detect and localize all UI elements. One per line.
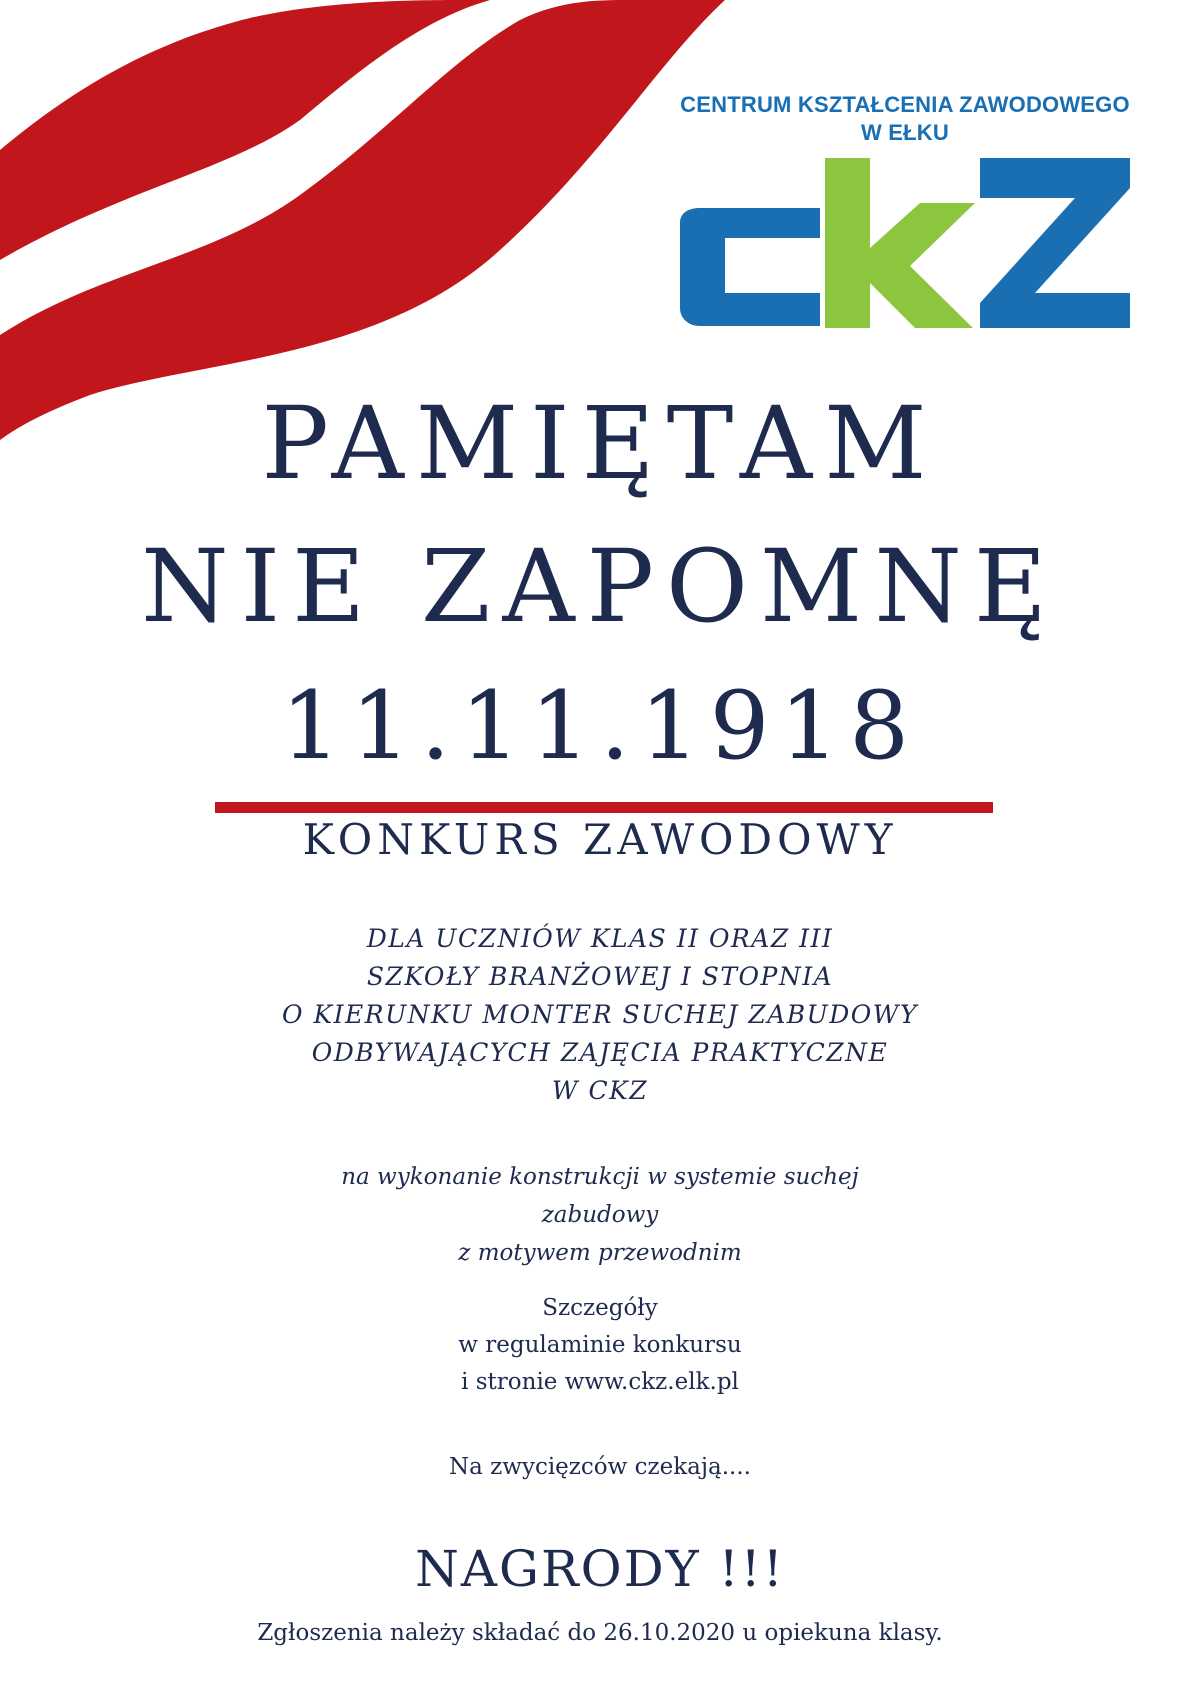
logo-institution-name: CENTRUM KSZTAŁCENIA ZAWODOWEGO	[680, 92, 1130, 117]
details-line: i stronie www.ckz.elk.pl	[461, 1369, 739, 1395]
headline-line-2: NIE ZAPOMNĘ	[141, 528, 1059, 645]
task-line: na wykonanie konstrukcji w systemie suchej	[341, 1164, 859, 1190]
flag-stripes	[0, 0, 730, 450]
task-line: z motywem przewodnim	[458, 1240, 742, 1266]
prize-lead: Na zwycięzców czekają....	[449, 1454, 751, 1480]
details-line: w regulaminie konkursu	[458, 1332, 742, 1358]
details-block	[0, 1290, 1200, 1401]
logo-letter-k	[825, 158, 978, 328]
task-line: zabudowy	[541, 1202, 659, 1228]
audience-line: SZKOŁY BRANŻOWEJ I STOPNIA	[366, 962, 834, 991]
audience-line: W CKZ	[551, 1076, 649, 1105]
details-line: Szczegóły	[542, 1295, 658, 1321]
logo-letter-c	[680, 208, 820, 326]
contest-title: KONKURS ZAWODOWY	[302, 815, 898, 864]
red-divider	[215, 802, 993, 813]
deadline-note: Zgłoszenia należy składać do 26.10.2020 u opiekuna klasy.	[257, 1620, 943, 1646]
headline-line-1: PAMIĘTAM	[261, 385, 939, 502]
logo-letter-z	[980, 158, 1130, 328]
prize-heading: NAGRODY !!!	[415, 1540, 785, 1598]
audience-line: O KIERUNKU MONTER SUCHEJ ZABUDOWY	[282, 1000, 918, 1029]
ckz-logo	[670, 88, 1140, 328]
ckz-logo-mark	[670, 128, 1140, 328]
audience-line: ODBYWAJĄCYCH ZAJĘCIA PRAKTYCZNE	[311, 1038, 889, 1067]
audience-line: DLA UCZNIÓW KLAS II ORAZ III	[366, 924, 834, 953]
audience-block	[0, 920, 1200, 1110]
headline-date: 11.11.1918	[280, 672, 920, 781]
logo-city: W EŁKU	[861, 120, 949, 145]
task-block	[0, 1158, 1200, 1272]
